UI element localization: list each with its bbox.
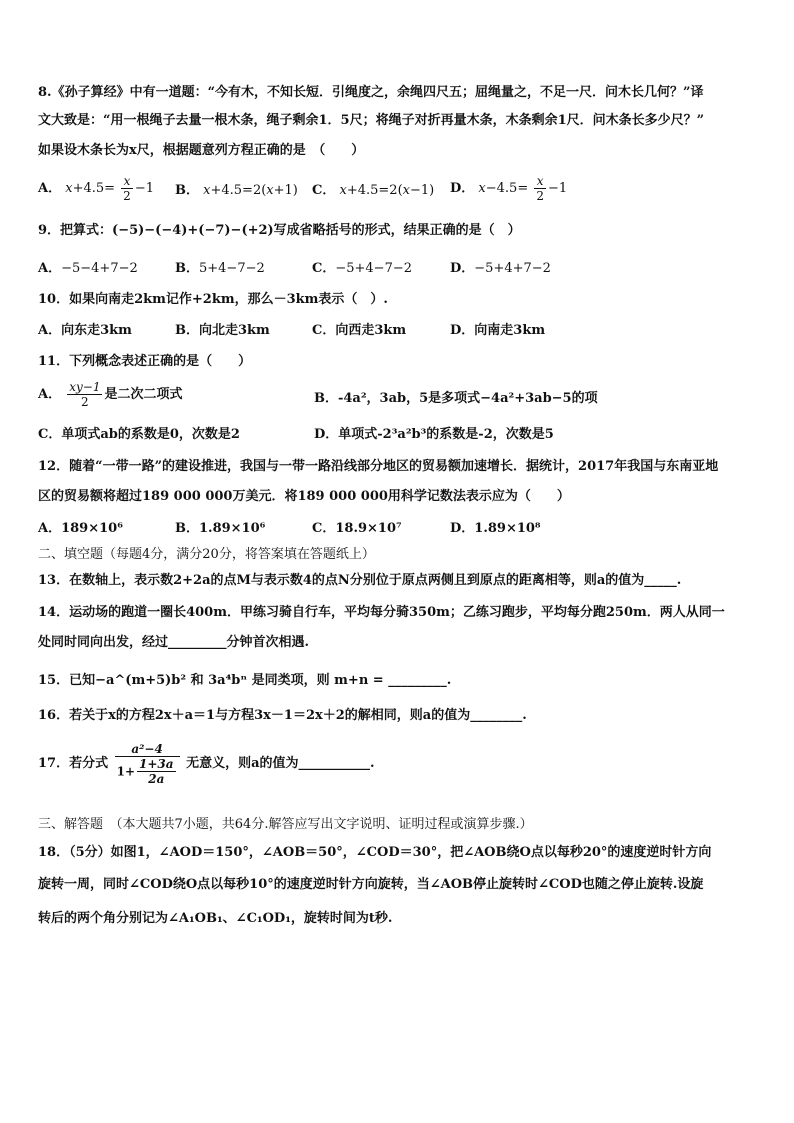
q12-line2: 区的贸易额将超过189 000 000万美元．将189 000 000用科学记数法表示应为（ ） xyxy=(38,489,570,504)
q12-line1: 12．随着“一带一路”的建设推进，我国与一带一路沿线部分地区的贸易额加速增长．据统计，2017年我国与东南亚地 xyxy=(38,459,719,474)
q9-option-d-label: D． xyxy=(450,261,475,276)
q12-option-b-label: B． xyxy=(175,521,199,536)
q12-option-b-text: 1.89×10⁶ xyxy=(199,521,266,536)
q8-option-b[interactable]: B． x+4.5=2(x+1) xyxy=(175,183,298,198)
q17-denominator-left: 1+ xyxy=(116,764,136,779)
q10-option-b-text: 向北走3km xyxy=(199,323,270,338)
q8-option-c-label: C． xyxy=(312,183,336,198)
q12-option-c-label: C． xyxy=(312,521,336,536)
q11-option-d[interactable]: D．单项式-2³a²b³的系数是-2，次数是5 xyxy=(314,427,554,442)
q8-line2: 文大致是：“用一根绳子去量一根木条，绳子剩余1．5尺；将绳子对折再量木条，木条剩余1尺．问木条长多少尺？” xyxy=(38,113,705,128)
q12-option-b[interactable] xyxy=(175,520,265,538)
q12-option-c-text: 18.9×10⁷ xyxy=(335,521,402,536)
q9-option-d[interactable] xyxy=(450,260,551,278)
q11-stem: 11．下列概念表述正确的是（ ） xyxy=(38,354,252,369)
q8-option-d-label: D． xyxy=(450,181,475,196)
q11-option-a-denominator: 2 xyxy=(81,395,89,409)
q17-inner-denominator: 2a xyxy=(148,772,165,786)
q10-option-c[interactable] xyxy=(312,322,406,340)
q9-option-b-label: B． xyxy=(175,261,199,276)
q8-line3: 如果设木条长为x尺，根据题意列方程正确的是 （ ） xyxy=(38,143,365,158)
q9-option-d-text: −5+4+7−2 xyxy=(474,261,551,276)
q9-option-a[interactable] xyxy=(38,260,138,278)
q9-option-c[interactable] xyxy=(312,260,412,278)
q12-option-d[interactable] xyxy=(450,520,541,538)
q9-option-c-label: C． xyxy=(312,261,336,276)
q10-stem: 10．如果向南走2km记作+2km，那么－3km表示（ ）. xyxy=(38,292,388,307)
q9-option-b[interactable] xyxy=(175,260,265,278)
q18-line2: 旋转一周，同时∠COD绕O点以每秒10°的速度逆时针方向旋转，当∠AOB停止旋转时∠COD也随之停止旋转.设旋 xyxy=(38,877,704,892)
q9-option-b-text: 5+4−7−2 xyxy=(199,261,265,276)
q14-line1: 14．运动场的跑道一圈长400m．甲练习骑自行车，平均每分骑350m；乙练习跑步，平均每分跑250m．两人从同一 xyxy=(38,605,725,620)
section-3-heading: 三、解答题 （本大题共7小题，共64分.解答应写出文字说明、证明过程或演算步骤.） xyxy=(38,817,533,832)
q9-option-a-label: A． xyxy=(38,261,62,276)
q17-prefix: 17．若分式 xyxy=(38,756,109,771)
q11-option-a-numerator: xy−1 xyxy=(69,380,101,394)
q10-option-a-label: A． xyxy=(38,323,62,338)
q12-option-a-label: A． xyxy=(38,521,62,536)
q12-option-a[interactable] xyxy=(38,520,123,538)
q18-line1: 18．（5分）如图1，∠AOD＝150°，∠AOB＝50°，∠COD＝30°，把∠AOB绕O点以每秒20°的速度逆时针方向 xyxy=(38,845,712,860)
q13-stem: 13．在数轴上，表示数2+2a的点M与表示数4的点N分别位于原点两侧且到原点的距离相等，则a的值为_____. xyxy=(38,573,682,588)
q9-stem: 9．把算式：(−5)−(−4)+(−7)−(+2)写成省略括号的形式，结果正确的是（ ） xyxy=(38,223,521,238)
q10-option-a[interactable] xyxy=(38,322,132,340)
q8-option-a-label: A． xyxy=(38,181,62,196)
q12-option-a-text: 189×10⁶ xyxy=(61,521,123,536)
q10-option-d-label: D． xyxy=(450,323,475,338)
q16-stem: 16．若关于x的方程2x＋a＝1与方程3x－1＝2x＋2的解相同，则a的值为________. xyxy=(38,708,527,723)
q17-stem xyxy=(38,742,375,802)
q10-option-b-label: B． xyxy=(175,323,199,338)
q11-option-c[interactable]: C．单项式ab的系数是0，次数是2 xyxy=(38,427,240,442)
q12-option-c[interactable] xyxy=(312,520,402,538)
q8-option-c[interactable]: C． x+4.5=2(x−1) xyxy=(312,183,435,198)
q10-option-a-text: 向东走3km xyxy=(61,323,132,338)
q11-option-a[interactable] xyxy=(38,380,183,420)
q15-stem: 15．已知−a^(m+5)b² 和 3a⁴bⁿ 是同类项，则 m+n = _________. xyxy=(38,673,452,688)
q11-option-a-text: 是二次二项式 xyxy=(104,387,183,402)
q10-option-d[interactable] xyxy=(450,322,545,340)
q9-option-a-text: −5−4+7−2 xyxy=(61,261,138,276)
q17-numerator: a²−4 xyxy=(115,742,180,757)
q10-option-b[interactable] xyxy=(175,322,270,340)
q10-option-c-text: 向西走3km xyxy=(335,323,407,338)
q9-option-c-text: −5+4−7−2 xyxy=(335,261,413,276)
q18-line3: 转后的两个角分别记为∠A₁OB₁、∠C₁OD₁，旋转时间为t秒. xyxy=(38,911,393,926)
q8-option-a[interactable]: A． x+4.5= $\frac{x}{2}$ −1 xyxy=(38,174,154,203)
q17-inner-numerator: 1+3a xyxy=(139,757,174,771)
q8-option-d[interactable]: D． x−4.5= $\frac{x}{2}$ −1 xyxy=(450,174,568,203)
section-2-heading: 二、填空题（每题4分，满分20分，将答案填在答题纸上） xyxy=(38,547,375,562)
q12-option-d-label: D． xyxy=(450,521,475,536)
q17-fraction xyxy=(115,742,180,786)
q12-option-d-text: 1.89×10⁸ xyxy=(474,521,541,536)
q8-option-b-label: B． xyxy=(175,183,199,198)
q10-option-c-label: C． xyxy=(312,323,336,338)
q10-option-d-text: 向南走3km xyxy=(474,323,546,338)
q8-line1: 8.《孙子算经》中有一道题：“今有木，不知长短．引绳度之，余绳四尺五；屈绳量之，不足一尺．问木长几何？”译 xyxy=(38,85,704,100)
q14-line2: 处同时同向出发，经过_________分钟首次相遇. xyxy=(38,635,310,650)
q11-option-a-label: A． xyxy=(38,387,62,402)
q11-option-b[interactable]: B．-4a²，3ab，5是多项式−4a²+3ab−5的项 xyxy=(314,391,598,406)
q17-suffix: 无意义，则a的值为___________. xyxy=(186,756,375,771)
